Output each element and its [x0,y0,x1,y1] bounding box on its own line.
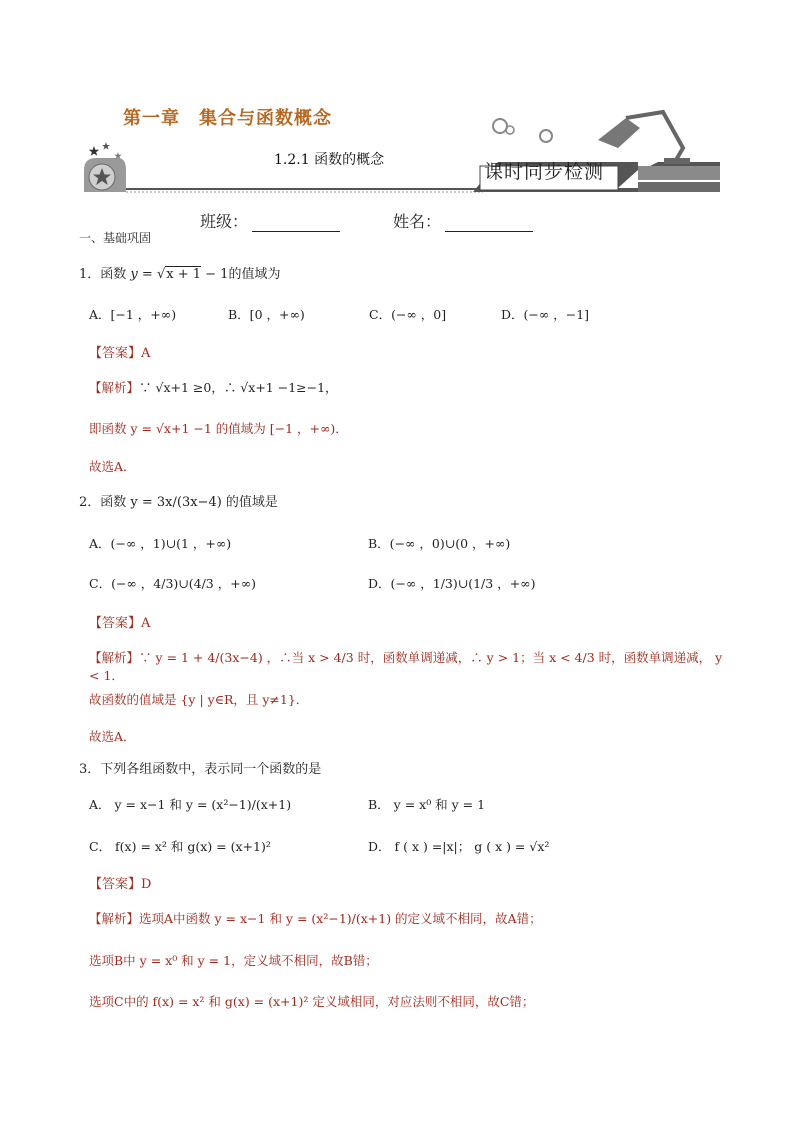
chapter-title: 第一章 集合与函数概念 [123,108,332,129]
q1-option-c: C．(−∞ ，0] [369,307,447,322]
q2-option-c: C．(−∞ ，4/3)∪(4/3 ，+∞) [89,576,256,591]
q1-option-d: D．(−∞ ，−1] [501,307,590,322]
lesson-title: 1.2.1 函数的概念 [274,152,385,168]
q1-stem-tail: 的值域为 [228,267,281,282]
name-blank[interactable] [445,215,533,232]
section-heading: 一、基础巩固 [79,231,152,245]
q3-explanation-2: 选项B中 y = x⁰ 和 y = 1，定义域不相同，故B错； [89,953,378,968]
q1-answer: 【答案】A [89,346,151,361]
q2-exp-label: 【解析】 [89,650,140,665]
star-badge-icon [84,142,126,192]
question-2-stem: 2．函数 y = 3x/(3x−4) 的值域是 [79,495,278,510]
q1-option-a: A．[−1 ，+∞) [89,307,177,322]
q1-option-b: B．[0 ，+∞) [228,307,305,322]
q1-explanation-2: 即函数 y = √x+1 −1 的值域为 [−1 ，+∞)． [89,421,348,436]
q3-exp-label: 【解析】 [89,911,140,926]
q1-exp-label: 【解析】 [89,380,140,395]
q2-option-a: A．(−∞ ，1)∪(1 ，+∞) [89,536,232,551]
q2-exp1-text: ∵ y = 1 + 4/(3x−4) ，∴当 x > 4/3 时，函数单调递减，∴ y > 1；当 x < 4/3 时，函数单调递减， y < 1． [89,650,723,683]
banner-label: 课时同步检测 [484,161,605,183]
q2-option-d: D．(−∞ ，1/3)∪(1/3 ，+∞) [368,576,536,591]
q2-answer: 【答案】A [89,616,151,631]
q3-answer: 【答案】D [89,877,152,892]
q1-stem-text: 1．函数 [79,267,127,282]
q1-explanation-1 [89,378,338,396]
q3-explanation-1 [89,909,729,927]
q1-explanation-3: 故选A． [89,459,136,474]
desk-lamp-icon [598,112,690,164]
q2-explanation-3: 故选A． [89,729,136,744]
class-field [200,209,340,232]
class-blank[interactable] [252,215,340,232]
q2-explanation-1 [89,648,729,684]
name-field [393,209,533,232]
question-3-stem: 3．下列各组函数中，表示同一个函数的是 [79,762,322,777]
q3-option-c: C． f(x) = x² 和 g(x) = (x+1)² [89,839,271,854]
q1-exp1-text: ∵ √x+1 ≥0，∴ √x+1 −1≥−1， [139,380,338,395]
q2-option-b: B．(−∞ ，0)∪(0 ，+∞) [368,536,511,551]
question-1-stem: 1．函数 y = √x + 1 − 1的值域为 [79,267,281,282]
q1-formula: y [130,267,138,282]
q2-explanation-2: 故函数的值域是 {y | y∈R，且 y≠1}． [89,692,309,707]
q3-option-a: A． y = x−1 和 y = (x²−1)/(x+1) [89,797,292,812]
name-label: 姓名： [393,212,442,231]
class-label: 班级： [200,212,249,231]
q3-explanation-3: 选项C中的 f(x) = x² 和 g(x) = (x+1)² 定义域相同，对应法则不相同，故C错； [89,994,535,1009]
q3-exp1-text: 选项A中函数 y = x−1 和 y = (x²−1)/(x+1) 的定义域不相同，故A错； [139,911,542,926]
q3-option-b: B． y = x⁰ 和 y = 1 [368,797,486,812]
q3-option-d: D． f ( x ) =|x|； g ( x ) = √x² [368,839,550,854]
